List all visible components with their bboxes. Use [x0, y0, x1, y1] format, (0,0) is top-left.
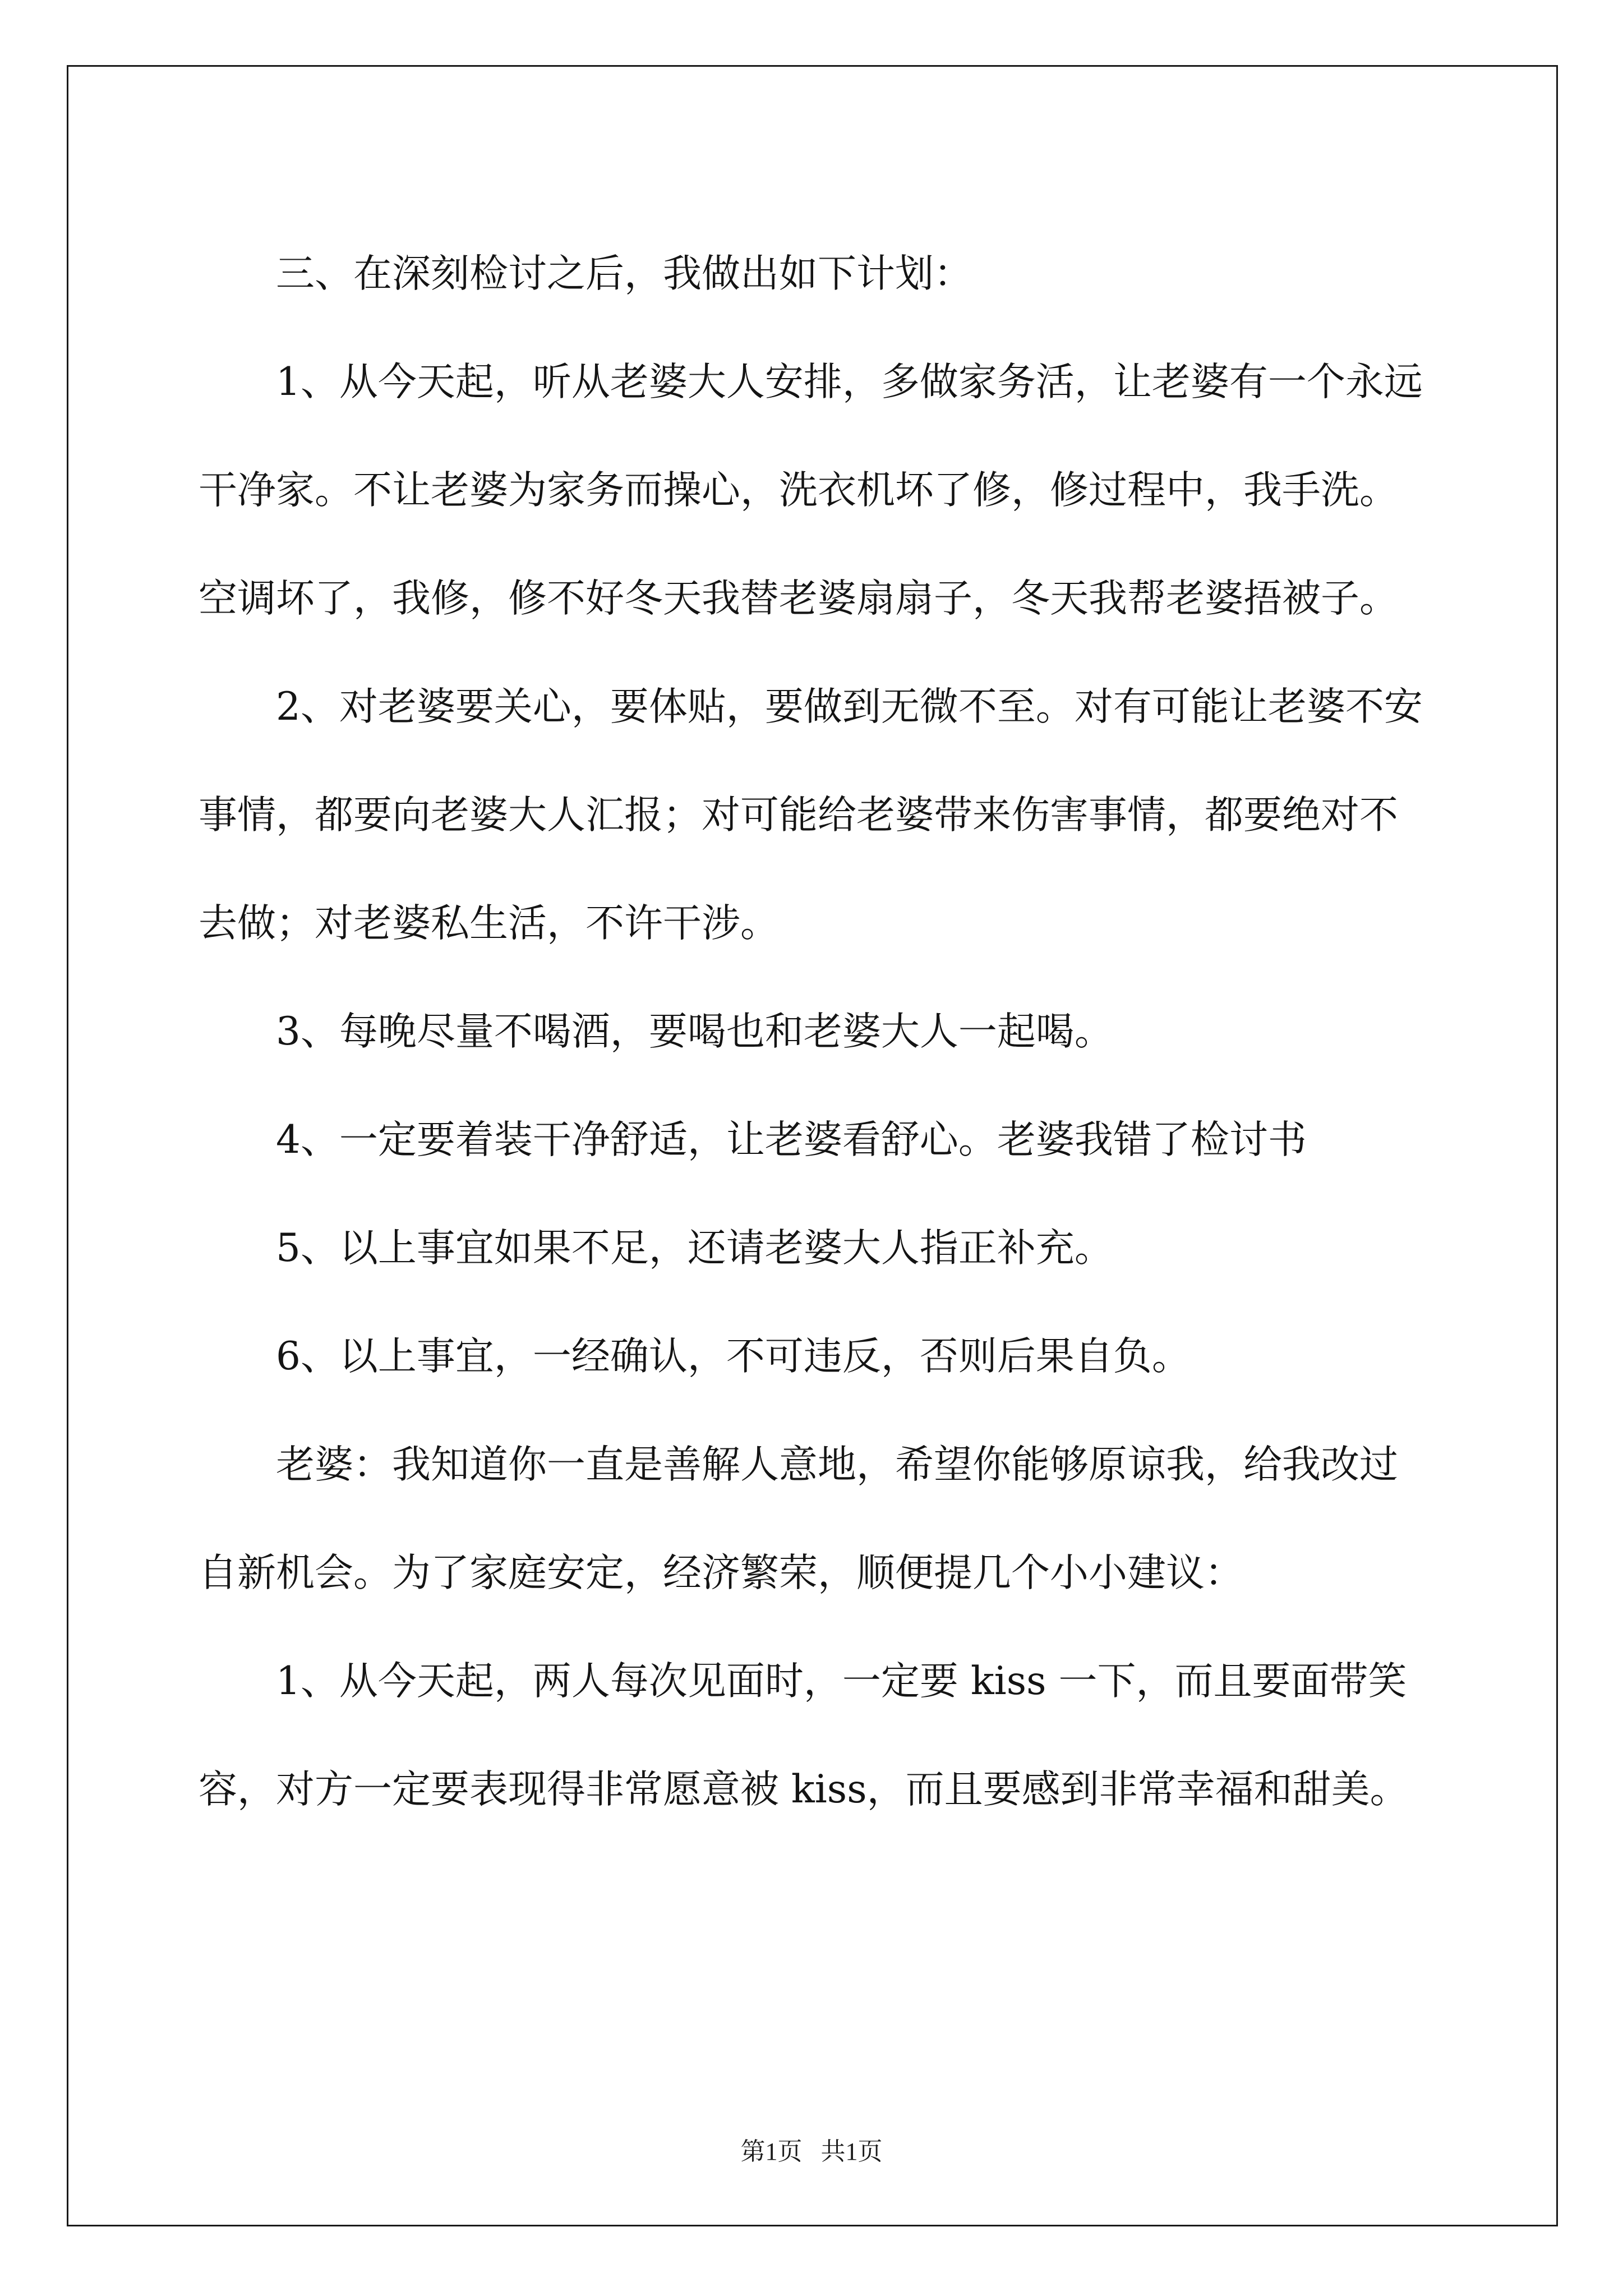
paragraph: 4、一定要着装干净舒适，让老婆看舒心。老婆我错了检讨书	[276, 1117, 1307, 1162]
paragraph: 1、从今天起，听从老婆大人安排，多做家务活，让老婆有一个永远干净家。不让老婆为家务而操心，洗衣机坏了修，修过程中，我手洗。空调坏了，我修，修不好冬天我替老婆扇扇子，冬天我帮老婆捂被子。	[199, 360, 1423, 621]
paragraph: 6、以上事宜，一经确认，不可违反，否则后果自负。	[276, 1334, 1191, 1379]
paragraph: 3、每晚尽量不喝酒，要喝也和老婆大人一起喝。	[276, 1009, 1113, 1054]
document-body	[199, 220, 1431, 1844]
paragraph: 2、对老婆要关心，要体贴，要做到无微不至。对有可能让老婆不安事情，都要向老婆大人汇报；对可能给老婆带来伤害事情，都要绝对不去做；对老婆私生活，不许干涉。	[199, 684, 1423, 946]
paragraph: 5、以上事宜如果不足，还请老婆大人指正补充。	[276, 1226, 1113, 1271]
paragraph: 1、从今天起，两人每次见面时，一定要 kiss 一下，而且要面带笑容，对方一定要表现得非常愿意被 kiss，而且要感到非常幸福和甜美。	[199, 1659, 1409, 1812]
page-footer: 第1页 共1页	[740, 2138, 883, 2165]
paragraph: 三、在深刻检讨之后，我做出如下计划：	[276, 251, 972, 296]
paragraph: 老婆：我知道你一直是善解人意地，希望你能够原谅我，给我改过自新机会。为了家庭安定，经济繁荣，顺便提几个小小建议：	[199, 1442, 1398, 1595]
